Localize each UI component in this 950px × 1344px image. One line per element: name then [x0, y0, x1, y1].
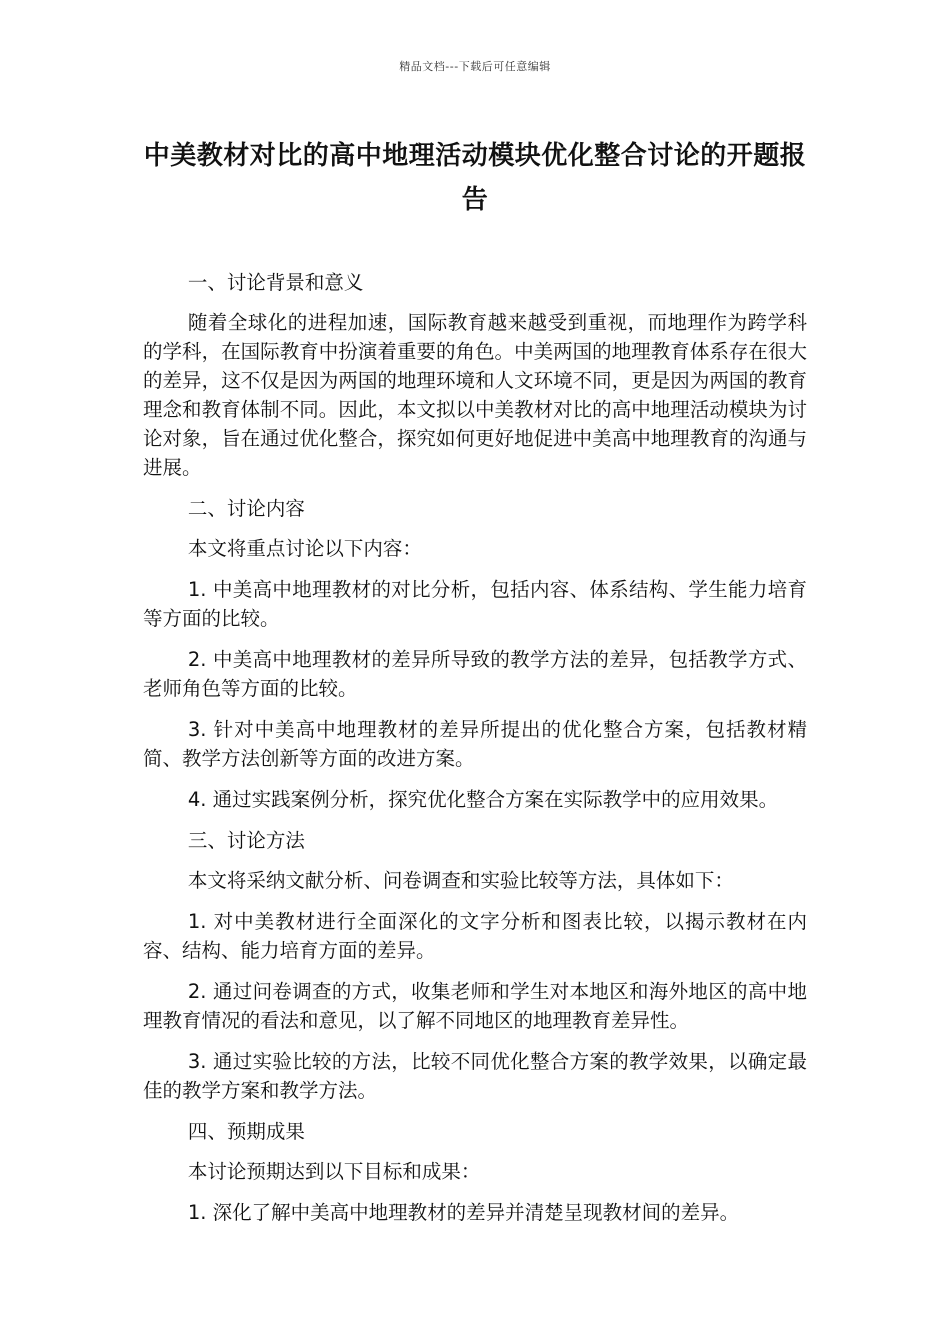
- list-item-outcomes-1: 1. 深化了解中美高中地理教材的差异并清楚呈现教材间的差异。: [187, 1201, 740, 1224]
- list-item-content-4: 4. 通过实践案例分析，探究优化整合方案在实际教学中的应用效果。: [187, 788, 779, 811]
- list-item-methods-2: 2. 通过问卷调查的方式，收集老师和学生对本地区和海外地区的高中地理教育情况的看法和意见，以了解不同地区的地理教育差异性。: [143, 980, 807, 1032]
- paragraph-methods-intro: 本文将采纳文献分析、问卷调查和实验比较等方法，具体如下：: [187, 869, 734, 892]
- section-heading-content: 二、讨论内容: [187, 497, 305, 520]
- paragraph-background: 随着全球化的进程加速，国际教育越来越受到重视，而地理作为跨学科的学科，在国际教育中扮演着重要的角色。中美两国的地理教育体系存在很大的差异，这不仅是因为两国的地理环境和人文环境不同，更是因为两国的教育理念和教育体制不同。因此，本文拟以中美教材对比的高中地理活动模块为讨论对象，旨在通过优化整合，探究如何更好地促进中美高中地理教育的沟通与进展。: [143, 311, 807, 479]
- section-heading-outcomes: 四、预期成果: [187, 1120, 305, 1143]
- list-item-content-2: 2. 中美高中地理教材的差异所导致的教学方法的差异，包括教学方式、老师角色等方面的比较。: [143, 648, 807, 700]
- document-body: [143, 268, 807, 1239]
- list-item-methods-3: 3. 通过实验比较的方法，比较不同优化整合方案的教学效果，以确定最佳的教学方案和教学方法。: [143, 1050, 807, 1102]
- list-item-content-1: 1. 中美高中地理教材的对比分析，包括内容、体系结构、学生能力培育等方面的比较。: [143, 578, 807, 630]
- page-header: 精品文档---下载后可任意编辑: [399, 60, 551, 73]
- paragraph-content-intro: 本文将重点讨论以下内容：: [187, 537, 422, 560]
- document-title: 中美教材对比的高中地理活动模块优化整合讨论的开题报告: [143, 141, 807, 215]
- section-heading-methods: 三、讨论方法: [187, 829, 305, 852]
- section-heading-background: 一、讨论背景和意义: [187, 271, 364, 294]
- list-item-methods-1: 1. 对中美教材进行全面深化的文字分析和图表比较，以揭示教材在内容、结构、能力培育方面的差异。: [143, 910, 807, 962]
- paragraph-outcomes-intro: 本讨论预期达到以下目标和成果：: [187, 1160, 481, 1183]
- list-item-content-3: 3. 针对中美高中地理教材的差异所提出的优化整合方案，包括教材精简、教学方法创新等方面的改进方案。: [143, 718, 807, 770]
